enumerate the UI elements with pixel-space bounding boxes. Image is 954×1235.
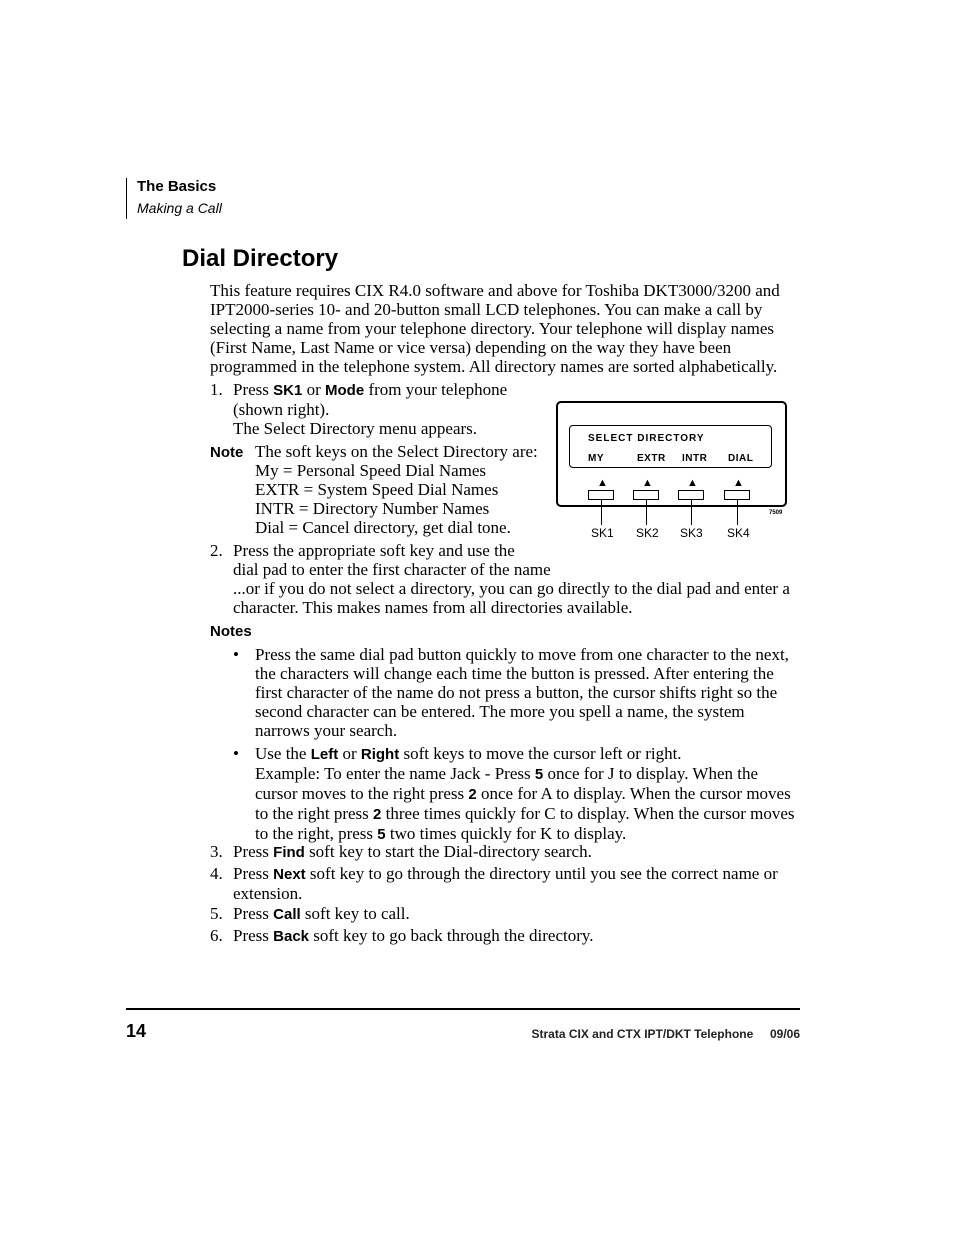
softkey-call: Call (273, 906, 301, 923)
text: Example: To enter the name Jack - Press (255, 764, 535, 783)
note-line: The soft keys on the Select Directory are: (255, 442, 538, 461)
step-5 (233, 904, 803, 924)
step-4-line (233, 864, 803, 884)
bullet-2 (255, 744, 800, 844)
step-1-number: 1. (210, 380, 223, 399)
text: to the right press (255, 804, 374, 823)
up-arrow-icon: ▲ (597, 477, 608, 489)
intro-line: programmed in the telephone system. All directory names are sorted alphabetically. (210, 357, 778, 376)
up-arrow-icon: ▲ (687, 477, 698, 489)
header-rule (126, 178, 127, 219)
text: Press (233, 380, 274, 399)
bullet-2-line (255, 764, 800, 784)
soft-key-1 (588, 490, 614, 500)
bullet-2-mark: • (233, 744, 239, 763)
intro-line: (First Name, Last Name or vice versa) depending on the way they have been (210, 338, 732, 357)
lcd-display-title: SELECT DIRECTORY (588, 433, 705, 444)
bullet-1-line: first character of the name do not press a button, the cursor shifts right so the (255, 683, 778, 702)
text: or (302, 380, 326, 399)
bullet-2-line (255, 784, 800, 804)
softkey-back: Back (273, 928, 310, 945)
step-5-number: 5. (210, 904, 223, 923)
softkey-right: Right (360, 746, 400, 763)
leader-line (646, 500, 647, 525)
step-2-number: 2. (210, 541, 223, 560)
step-3-number: 3. (210, 842, 223, 861)
bullet-1-line: Press the same dial pad button quickly to move from one character to the next, (255, 645, 789, 664)
leader-line (737, 500, 738, 525)
softkey-mode: Mode (325, 382, 365, 399)
step-1-line: The Select Directory menu appears. (233, 419, 478, 438)
soft-key-4 (724, 490, 750, 500)
text: cursor moves to the right press (255, 784, 469, 803)
step-1-line (233, 380, 553, 400)
text: two times quickly for K to display. (385, 824, 627, 843)
leader-line (691, 500, 692, 525)
soft-key-2-label: SK2 (636, 526, 659, 540)
header-section: The Basics (137, 178, 217, 195)
lcd-key-intr: INTR (682, 453, 708, 464)
text: Press (233, 864, 274, 883)
bullet-2-line (255, 744, 800, 764)
dial-key-5: 5 (377, 826, 386, 843)
page-title: Dial Directory (182, 245, 339, 272)
up-arrow-icon: ▲ (642, 477, 653, 489)
text: Press (233, 926, 274, 945)
text: from your telephone (364, 380, 508, 399)
step-2 (233, 541, 803, 617)
soft-key-3 (678, 490, 704, 500)
up-arrow-icon: ▲ (733, 477, 744, 489)
bullet-2-line (255, 824, 800, 844)
lcd-key-my: MY (588, 453, 604, 464)
lcd-key-dial: DIAL (728, 453, 754, 464)
step-2-line: ...or if you do not select a directory, you can go directly to the dial pad and enter a (233, 579, 790, 598)
text: once for J to display. When the (543, 764, 759, 783)
note-line: EXTR = System Speed Dial Names (255, 480, 499, 499)
note-line: Dial = Cancel directory, get dial tone. (255, 518, 511, 537)
text: to the right, press (255, 824, 378, 843)
lcd-key-extr: EXTR (637, 453, 666, 464)
step-1 (233, 380, 553, 438)
notes-heading: Notes (210, 623, 252, 640)
text: Use the (255, 744, 311, 763)
softkey-next: Next (273, 866, 306, 883)
leader-line (601, 500, 602, 525)
step-1-line: (shown right). (233, 400, 330, 419)
bullet-1-mark: • (233, 645, 239, 664)
soft-key-2 (633, 490, 659, 500)
text: Press (233, 904, 274, 923)
step-4 (233, 864, 803, 903)
text: three times quickly for C to display. When the cursor moves (381, 804, 795, 823)
intro-paragraph (210, 281, 800, 376)
note-line: INTR = Directory Number Names (255, 499, 490, 518)
note-label: Note (210, 444, 244, 461)
text: once for A to display. When the cursor moves (476, 784, 791, 803)
text: or (338, 744, 361, 763)
footer-doc-title: Strata CIX and CTX IPT/DKT Telephone 09/06 (531, 1027, 800, 1041)
footer-rule (126, 1008, 800, 1010)
soft-key-3-label: SK3 (680, 526, 703, 540)
bullet-1-line: the characters will change each time the button is pressed. After entering the (255, 664, 774, 683)
text: Press (233, 842, 274, 861)
step-2-line: character. This makes names from all directories available. (233, 598, 633, 617)
bullet-1-line: second character can be entered. The more you spell a name, the system (255, 702, 745, 721)
step-3 (233, 842, 803, 862)
bullet-1 (255, 645, 800, 740)
step-4-number: 4. (210, 864, 223, 883)
intro-line: This feature requires CIX R4.0 software and above for Toshiba DKT3000/3200 and (210, 281, 780, 300)
note-body (255, 442, 555, 537)
intro-line: IPT2000-series 10- and 20-button small LCD telephones. You can make a call by (210, 300, 763, 319)
step-6-number: 6. (210, 926, 223, 945)
note-line: My = Personal Speed Dial Names (255, 461, 487, 480)
dial-key-2: 2 (468, 786, 477, 803)
page-number: 14 (126, 1021, 147, 1041)
dial-key-5: 5 (534, 766, 544, 783)
softkey-left: Left (310, 746, 339, 763)
softkey-find: Find (273, 844, 305, 861)
text: soft key to start the Dial-directory search. (304, 842, 592, 861)
text: soft key to call. (300, 904, 410, 923)
text: soft key to go through the directory until you see the correct name or (305, 864, 778, 883)
dial-key-2: 2 (373, 806, 382, 823)
text: soft key to go back through the directory. (309, 926, 594, 945)
figure-id: 7509 (769, 510, 783, 516)
text: soft keys to move the cursor left or right. (399, 744, 682, 763)
header-subsection: Making a Call (137, 200, 222, 216)
step-2-line: dial pad to enter the first character of the name (233, 560, 551, 579)
softkey-sk1: SK1 (273, 382, 303, 399)
soft-key-4-label: SK4 (727, 526, 750, 540)
step-2-line: Press the appropriate soft key and use the (233, 541, 515, 560)
step-4-line: extension. (233, 884, 303, 903)
soft-key-1-label: SK1 (591, 526, 614, 540)
intro-line: selecting a name from your telephone directory. Your telephone will display names (210, 319, 774, 338)
bullet-2-line (255, 804, 800, 824)
step-6 (233, 926, 803, 946)
bullet-1-line: narrows your search. (255, 721, 398, 740)
